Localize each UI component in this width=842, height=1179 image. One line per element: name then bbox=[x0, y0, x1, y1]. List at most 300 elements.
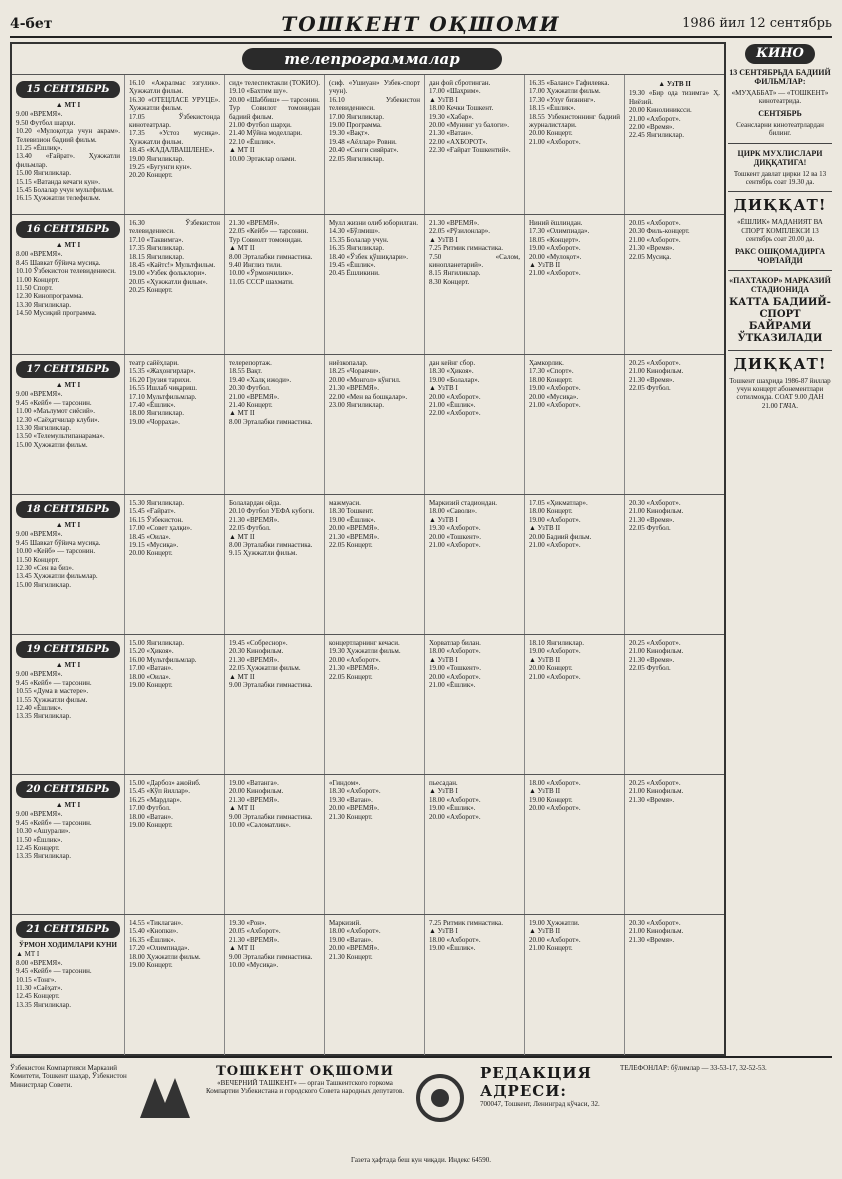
programme-line: 16.20 Грузия тарихи. bbox=[129, 375, 191, 384]
programme-line: 17.35 Янгиликлар. bbox=[129, 244, 185, 253]
programme-line: 21.00 «Ахборот». bbox=[529, 541, 581, 550]
programme-line: 9.00 «ВРЕМЯ». bbox=[16, 810, 63, 819]
tv-column bbox=[425, 775, 525, 915]
address-box bbox=[480, 1064, 610, 1160]
sidebar-heading: СЕНТЯБРЬ bbox=[758, 108, 802, 118]
tv-column bbox=[12, 915, 125, 1055]
programme-line: ▲ МТ II bbox=[229, 532, 255, 541]
programme-line: 18.40 «Ўзбек қўшиқлари». bbox=[329, 252, 408, 261]
sidebar-text: Сеансларни кинотеатрлардан билинг. bbox=[736, 120, 824, 138]
programme-line: 12.30 «Сен ва биз». bbox=[16, 564, 74, 573]
tv-column bbox=[225, 915, 325, 1055]
tv-day-section bbox=[12, 74, 724, 215]
programme-line: 8.00 Эрталабки гимнастика. bbox=[229, 417, 313, 426]
programme-line: 8.00 «ВРЕМЯ». bbox=[16, 958, 63, 967]
tv-column bbox=[525, 635, 625, 775]
tv-column bbox=[525, 915, 625, 1055]
programme-line: 20.00 Бадиий фильм. bbox=[529, 532, 592, 541]
kino-header: КИНО bbox=[745, 44, 815, 64]
sidebar-text: Тошкент давлат цирки 12 ва 13 сентябрь соат 19.30 да. bbox=[733, 169, 827, 187]
programme-line: 20.25 «Ахборот». bbox=[629, 639, 681, 647]
programme-line: 13.35 Янгиликлар. bbox=[16, 712, 72, 721]
channel-label: ▲ МТ I bbox=[55, 101, 81, 109]
programme-line: 20.30 Футбол. bbox=[229, 384, 271, 393]
programme-line: 18.30 Тошкент. bbox=[329, 507, 374, 516]
programme-line: концертларнинг кечаси. bbox=[329, 639, 400, 647]
tv-column bbox=[325, 915, 425, 1055]
programme-line: 18.00 Кечки Тошкент. bbox=[429, 104, 494, 113]
programme-line: 19.00 «Чорраха». bbox=[129, 417, 180, 426]
newspaper-emblem-icon bbox=[135, 1068, 195, 1128]
programme-line: 19.00 «Болалар». bbox=[429, 375, 480, 384]
festival-heading: КАТТА БАДИИЙ-СПОРТ БАЙРАМИ ЎТКАЗИЛАДИ bbox=[729, 296, 831, 344]
programme-line: 17.40 «Ёшлик». bbox=[129, 401, 176, 410]
sidebar-heading: 13 СЕНТЯБРЬДА БАДИИЙ ФИЛЬМЛАР: bbox=[729, 68, 831, 86]
tv-column bbox=[425, 635, 525, 775]
programme-line: 16.15 Ўзбекистон. bbox=[129, 515, 184, 524]
programme-line: Тур Совиолт томонидан. bbox=[229, 235, 303, 244]
programme-line: 20.05 «Ахборот». bbox=[629, 219, 681, 227]
programme-line: 20.00 «ВРЕМЯ». bbox=[329, 804, 379, 813]
tv-column bbox=[425, 915, 525, 1055]
programme-line: 20.45 Ёшликини. bbox=[329, 269, 380, 278]
programme-line: 18.15 Янгиликлар. bbox=[129, 252, 185, 261]
tv-column bbox=[225, 355, 325, 495]
programme-line: 17.20 «Олимпиада». bbox=[129, 944, 190, 953]
page-number: 4-бет bbox=[10, 16, 53, 32]
decorative-swirl-icon bbox=[410, 1068, 470, 1128]
programme-line: ▲ УзТВ II bbox=[529, 524, 561, 533]
programme-line: 10.10 Ўзбекистон телевидениеси. bbox=[16, 267, 116, 276]
programme-line: ▲ МТ II bbox=[229, 944, 255, 953]
divider bbox=[728, 270, 832, 271]
programme-line: 20.00 «Монгол» кўнгил. bbox=[329, 375, 401, 384]
programme-line: ▲ УзТВ II bbox=[529, 787, 561, 796]
programme-line: 19.00 Янгиликлар. bbox=[129, 154, 185, 163]
programme-line: 10.55 «Дума в мастере». bbox=[16, 687, 89, 696]
programme-line: 10.00 «Саломатлик». bbox=[229, 821, 291, 830]
programme-line: 19.30 «Вақт». bbox=[329, 129, 370, 138]
programme-line: 20.05 «Ахборот». bbox=[229, 927, 281, 936]
programme-line: 21.00 «Ёшлик». bbox=[429, 401, 476, 410]
programme-line: 18.00 Янгиликлар. bbox=[129, 409, 185, 418]
phones-text: ТЕЛЕФОНЛАР: бўлимлар — 33-53-17, 32-52-53. bbox=[620, 1064, 767, 1072]
tv-day-columns bbox=[12, 635, 724, 775]
programme-line: 16.35 «Ёшлик». bbox=[129, 935, 176, 944]
programme-line: ▲ МТ II bbox=[229, 409, 255, 418]
newspaper-title: ТОШКЕНТ ОҚШОМИ bbox=[281, 12, 561, 36]
programme-line: 20.00 «Ахборот». bbox=[429, 812, 481, 821]
programme-line: ▲ МТ I bbox=[16, 950, 40, 959]
programme-line: 20.20 Концерт. bbox=[129, 171, 173, 180]
day-date-badge: 20 СЕНТЯБРЬ bbox=[16, 781, 120, 798]
programme-line: 20.00 «Мунинг уз балоги». bbox=[429, 121, 510, 130]
programme-line: 21.30 «ВРЕМЯ». bbox=[229, 219, 279, 227]
tv-column bbox=[325, 775, 425, 915]
programme-line: 21.30 «Время». bbox=[629, 655, 675, 664]
notice-text: Тошкент шаҳрида 1986-87 йиллар учун концерт абонементлари сотилмоқда. СОАТ 9.00 ДАН 21.00 ГАЧА. bbox=[729, 376, 831, 410]
programme-line: 19.10 «Бахтим шу». bbox=[229, 87, 288, 96]
programme-line: 9.00 «ВРЕМЯ». bbox=[16, 670, 63, 679]
divider bbox=[728, 191, 832, 192]
programme-line: 19.00 Концерт. bbox=[529, 795, 573, 804]
programme-line: 17.00 Ҳужжатли фильм. bbox=[529, 87, 601, 96]
right-sidebar bbox=[728, 42, 832, 1052]
programme-line: 8.00 Эрталабки гимнастика. bbox=[229, 252, 313, 261]
programme-line: дан фой сбротинган. bbox=[429, 79, 491, 87]
programme-line: 10.20 «Мулоқотда учун акрам». Телевизион бадиий фильм. bbox=[16, 127, 120, 144]
programme-line: 18.45 «КАДАЛВАШЛЕНЕ». bbox=[129, 146, 215, 155]
programme-line: 10.00 «Ўрмончилик». bbox=[229, 269, 294, 278]
programme-line: 20.00 «Ахборот». bbox=[429, 672, 481, 681]
programme-line: 11.50 Концерт. bbox=[16, 555, 60, 564]
programme-line: 19.00 Ҳужжатли. bbox=[529, 919, 580, 927]
programme-line: 18.00 «Ахборот». bbox=[329, 927, 381, 936]
day-date-badge: 19 СЕНТЯБРЬ bbox=[16, 641, 120, 658]
programme-line: 22.05 Футбол. bbox=[629, 524, 671, 533]
programme-line: 9.45 «Кейб» — тарсонин. bbox=[16, 678, 92, 687]
tv-column bbox=[125, 75, 225, 215]
programme-line: 16.10 «Ажралмас эзгулик». Ҳужжатли фильм. bbox=[129, 79, 220, 96]
programme-line: 12.30 «Саёҳатчилар клуби». bbox=[16, 415, 100, 424]
programme-line: 20.00 «Мусиқа». bbox=[529, 392, 579, 401]
programme-line: 15.15 «Ватанда кечаги кун». bbox=[16, 177, 100, 186]
programme-line: 22.05 Концерт. bbox=[329, 541, 373, 550]
programme-line: 21.30 «ВРЕМЯ». bbox=[229, 935, 279, 944]
tv-column bbox=[425, 355, 525, 495]
programme-line: 18.05 «Концерт». bbox=[529, 235, 581, 244]
programme-line: 15.00 Янгиликлар. bbox=[16, 580, 72, 589]
tv-column bbox=[125, 635, 225, 775]
tv-column bbox=[125, 215, 225, 355]
programme-line: 18.30 «Ахборот». bbox=[329, 787, 381, 796]
programme-line: 11.25 «Ёшлиқ». bbox=[16, 144, 63, 153]
tv-column bbox=[325, 355, 425, 495]
notice-heading: ДИҚҚАТ! bbox=[733, 196, 827, 215]
tv-column bbox=[225, 75, 325, 215]
programme-line: 20.30 Филь-концерт. bbox=[629, 227, 690, 236]
programme-line: 19.45 «Ёшлик». bbox=[329, 261, 376, 270]
programme-line: телерепортаж. bbox=[229, 359, 272, 367]
programme-line: ▲ УзТВ II bbox=[529, 927, 561, 936]
programme-line: сид» телеспектакли (ТОКИО). bbox=[229, 79, 320, 87]
tv-column bbox=[525, 75, 625, 215]
programme-line: 18.00 «Ахборот». bbox=[429, 935, 481, 944]
sidebar-heading: ЦИРК МУХЛИСЛАРИ ДИҚҚАТИГА! bbox=[737, 148, 823, 167]
programme-line: 8.00 «ВРЕМЯ». bbox=[16, 250, 63, 259]
programme-line: 22.10 «Ёшлик». bbox=[229, 137, 276, 146]
programme-line: 8.30 Концерт. bbox=[429, 277, 470, 286]
programme-line: 19.15 «Мусиқа». bbox=[129, 541, 179, 550]
programme-line: 17.30 «Улуғ бизнинг». bbox=[529, 95, 596, 104]
programme-line: 18.30 «Ҳикоя». bbox=[429, 367, 474, 376]
programme-line: Ҳамкорлик. bbox=[529, 359, 564, 367]
programme-line: 20.00 Концерт. bbox=[529, 129, 573, 138]
programme-line: 7.25 Ритмик гимнастика. bbox=[429, 919, 503, 927]
programme-line: 18.45 «Оила». bbox=[129, 532, 171, 541]
programme-line: 15.35 «Жаҳонгирлар». bbox=[129, 367, 196, 376]
programme-line: 13.35 Янгиликлар. bbox=[16, 1000, 72, 1009]
programme-line: 18.55 Узбекистоннинг бадиий журналистлари. bbox=[529, 112, 620, 130]
programme-line: 20.00 «ВРЕМЯ». bbox=[329, 944, 379, 953]
programme-line: 16.30 Ўзбекистон телевидениеси. bbox=[129, 219, 220, 236]
programme-line: 15.00 «Дарбоз» ажойиб. bbox=[129, 779, 201, 787]
programme-line: 9.45 «Кейб» — тарсонин. bbox=[16, 398, 92, 407]
programme-line: 16.30 «ОТЕЦЛАСЕ УРУЦЕ». Хужжатли фильм. bbox=[129, 95, 220, 113]
programme-line: 7.50 «Салом, кинопланетарий». bbox=[429, 252, 520, 270]
programme-line: 12.45 Концерт. bbox=[16, 992, 60, 1001]
programme-line: 19.00 «Ёшлик». bbox=[429, 944, 476, 953]
programme-line: ▲ УзТВ I bbox=[429, 655, 458, 664]
divider bbox=[728, 143, 832, 144]
programme-line: 9.15 Ҳужжатли фильм. bbox=[229, 549, 298, 558]
programme-line: 21.30 «ВРЕМЯ». bbox=[329, 532, 379, 541]
programme-line: 8.00 Эрталабки гимнастика. bbox=[229, 541, 313, 550]
programme-line: ▲ УзТВ I bbox=[429, 515, 458, 524]
channel-label: ▲ МТ I bbox=[55, 381, 81, 389]
programme-line: 19.48 «Аёллар» Ровни. bbox=[329, 137, 397, 146]
programme-line: 20.30 «Ахборот». bbox=[629, 499, 681, 507]
programme-line: 20.00 Концерт. bbox=[129, 549, 173, 558]
footer-masthead-box bbox=[205, 1064, 405, 1160]
tv-column bbox=[225, 635, 325, 775]
programme-line: 18.45 «Кайтс!» Мультфильм. bbox=[129, 261, 216, 270]
programme-line: 19.00 «Ёшлик». bbox=[329, 515, 376, 524]
programme-line: ▲ МТ II bbox=[229, 804, 255, 813]
programme-line: ▲ МТ II bbox=[229, 146, 255, 155]
programme-line: 18.00 Концерт. bbox=[529, 375, 573, 384]
programme-line: 20.40 «Сенги сияйрат». bbox=[329, 146, 399, 155]
programme-line: 21.30 «ВРЕМЯ». bbox=[229, 515, 279, 524]
divider bbox=[728, 350, 832, 351]
programme-line: 19.00 «Узбек фольклори». bbox=[129, 269, 207, 278]
programme-line: 8.15 Янгиликлар. bbox=[429, 269, 481, 278]
programme-line: 19.00 «Ахборот». bbox=[529, 647, 581, 656]
programme-line: Бoлалардан ойда. bbox=[229, 499, 282, 507]
programme-line: 21.30 «Время». bbox=[629, 244, 675, 253]
programme-line: 18.00 Ҳужжатли фильм. bbox=[129, 952, 201, 961]
tv-column bbox=[625, 215, 724, 355]
programme-line: Ниний ёшлиндан. bbox=[529, 219, 583, 227]
day-date-badge: 15 СЕНТЯБРЬ bbox=[16, 81, 120, 98]
tv-column bbox=[625, 75, 724, 215]
programme-line: 22.45 Янгиликлар. bbox=[629, 131, 685, 140]
programme-line: 18.10 Янгиликлар. bbox=[529, 639, 585, 647]
programme-line: 22.05 Футбол. bbox=[229, 524, 271, 533]
programme-line: 20.00 Кинолиниксси. bbox=[629, 106, 692, 115]
programme-line: 16.10 Узбекистон телевидениеси. bbox=[329, 95, 420, 113]
programme-line: 17.00 «Шаҳрим». bbox=[429, 87, 481, 96]
programme-line: 15.30 Янгиликлар. bbox=[129, 499, 185, 507]
programme-line: ▲ УзТВ I bbox=[429, 927, 458, 936]
tv-column bbox=[225, 775, 325, 915]
tv-day-columns bbox=[12, 915, 724, 1055]
programme-line: дан кейнг сбор. bbox=[429, 359, 476, 367]
programme-line: 19.00 «Ватан». bbox=[329, 935, 373, 944]
programme-line: 20.30 Кинофильм. bbox=[229, 647, 284, 656]
programme-line: 21.40 Концерт. bbox=[229, 401, 273, 410]
programme-line: 19.30 Ҳужжатли фильм. bbox=[329, 647, 401, 656]
programme-line: 15.45 Болалар учун мультфильм. bbox=[16, 186, 114, 195]
programme-line: (сиф. «Ушиуан» Узбек-спорт учун). bbox=[329, 79, 420, 96]
programme-line: 20.00 «Мулоқот». bbox=[529, 252, 582, 261]
channel-label: ▲ МТ I bbox=[55, 241, 81, 249]
tv-day-section bbox=[12, 914, 724, 1055]
programme-line: 22.05 Мусиқа. bbox=[629, 252, 672, 261]
day-date-badge: 21 СЕНТЯБРЬ bbox=[16, 921, 120, 938]
programme-line: ▲ УзТВ II bbox=[529, 655, 561, 664]
programme-line: 16.35 Янгиликлар. bbox=[329, 244, 385, 253]
footer-subtitle: «ВЕЧЕРНИЙ ТАШКЕНТ» — орган Ташкентского горкома Компартии Узбекистана и городского Совета народных депутатов. bbox=[205, 1079, 405, 1096]
programme-line: Хорватлар билан. bbox=[429, 639, 481, 647]
tv-column bbox=[425, 215, 525, 355]
programme-line: 11.50 «Ёшлик». bbox=[16, 835, 63, 844]
tv-column bbox=[525, 215, 625, 355]
tv-column bbox=[525, 495, 625, 635]
programme-line: 21.00 «Ахборот». bbox=[629, 114, 681, 123]
programme-line: Тур Совилот томонидан бадиий фильм. bbox=[229, 104, 320, 121]
programme-line: 18.00 «Ахборот». bbox=[429, 795, 481, 804]
tv-column bbox=[225, 495, 325, 635]
tv-column bbox=[125, 495, 225, 635]
programme-line: 21.00 «Ёшлик». bbox=[429, 681, 476, 690]
stadium-heading: «ПАХТАКОР» МАРКАЗИЙ СТАДИОНИДА bbox=[729, 275, 831, 294]
sidebar-text: «МУҲАББАТ» — «ТОШКЕНТ» кинотеатрида. bbox=[731, 89, 829, 106]
programme-line: 21.30 Концерт. bbox=[329, 812, 373, 821]
tv-programme-block bbox=[10, 42, 726, 1056]
programme-line: 20.00 «Шаббиш» — тарсонин. bbox=[229, 95, 320, 104]
programme-line: 20.00 Кинофильм. bbox=[229, 787, 284, 796]
tv-column bbox=[12, 495, 125, 635]
programme-line: 20.00 «Ахборот». bbox=[329, 655, 381, 664]
programme-line: 21.30 «Ватан». bbox=[429, 129, 473, 138]
programme-line: Маркизий стадиондан. bbox=[429, 499, 498, 507]
programme-line: ▲ УзТВ I bbox=[429, 384, 458, 393]
notice-text: «ЁШЛИК» МАДАНИЯТ ВА СПОРТ КОМПЛЕКСИ 13 сентябрь соат 20.00 да. bbox=[737, 218, 823, 244]
tv-column bbox=[525, 775, 625, 915]
programme-line: 18.00 «Ватан». bbox=[129, 812, 173, 821]
programme-line: «Гиндом». bbox=[329, 779, 361, 787]
programme-line: ▲ МТ II bbox=[229, 672, 255, 681]
programme-line: 22.05 «Рўзилонлар». bbox=[429, 227, 490, 236]
programme-line: 20.05 «Ҳужжатли фильм». bbox=[129, 277, 208, 286]
programme-line: 20.25 Концерт. bbox=[129, 286, 173, 295]
tv-column bbox=[625, 775, 724, 915]
programme-line: 15.45 «Ғайрат». bbox=[129, 507, 176, 516]
channel-label: ▲ УзТВ II bbox=[658, 80, 691, 88]
programme-line: 19.00 Концерт. bbox=[129, 681, 173, 690]
programme-line: 9.40 Инглиз тили. bbox=[229, 261, 282, 270]
programme-line: 10.30 «Ашурали». bbox=[16, 827, 71, 836]
tv-day-columns bbox=[12, 775, 724, 915]
tv-column bbox=[225, 215, 325, 355]
programme-line: 21.30 «ВРЕМЯ». bbox=[429, 219, 479, 227]
programme-line: 21.00 «Ахборот». bbox=[429, 541, 481, 550]
tv-column bbox=[625, 635, 724, 775]
address-label: РЕДАКЦИЯ АДРЕСИ: bbox=[480, 1064, 592, 1100]
programme-line: 17.05 Ўзбекистонда кинотеатрлар. bbox=[129, 112, 220, 130]
programme-line: 16.00 Мультфильмлар. bbox=[129, 655, 197, 664]
tv-programme-header: телепрограммалар bbox=[242, 48, 502, 70]
programme-line: 7.25 Ритмик гимнастика. bbox=[429, 244, 503, 253]
programme-line: 12.40 «Ёшлик». bbox=[16, 704, 63, 713]
programme-line: театр сайёҳлари. bbox=[129, 359, 179, 367]
programme-line: 16.35 «Баланс» Гафилевка. bbox=[529, 79, 610, 87]
programme-line: 17.30 «Олимпиада». bbox=[529, 227, 590, 236]
programme-line: 20.25 «Ахборот». bbox=[629, 359, 681, 367]
tv-day-section bbox=[12, 354, 724, 495]
programme-line: 21.00 Футбол шарҳи. bbox=[229, 121, 292, 130]
programme-line: ▲ УзТВ I bbox=[429, 235, 458, 244]
tv-column bbox=[525, 355, 625, 495]
programme-line: 19.00 «Ахборот». bbox=[529, 384, 581, 393]
programme-line: 16.25 «Мардлар». bbox=[129, 795, 182, 804]
programme-line: 16.15 Ҳужжатли телефильм. bbox=[16, 194, 101, 203]
programme-line: 20.00 Концерт. bbox=[529, 664, 573, 673]
tv-day-section bbox=[12, 634, 724, 775]
programme-line: 21.00 «Ахборот». bbox=[529, 137, 581, 146]
programme-line: 21.40 Мўйна моделлари. bbox=[229, 129, 303, 138]
programme-line: 19.00 «Ахборот». bbox=[529, 244, 581, 253]
programme-line: 11.55 Ҳужжатли фильм. bbox=[16, 695, 88, 704]
programme-line: 18.00 «Оила». bbox=[129, 672, 171, 681]
tv-column bbox=[625, 915, 724, 1055]
programme-line: 13.50 «Телемультипанарама». bbox=[16, 432, 105, 441]
programme-line: 15.00 Ҳужжатли фильм. bbox=[16, 440, 88, 449]
programme-line: 22.00 «АХБОРОТ». bbox=[429, 137, 488, 146]
programme-line: 21.00 «Ахборот». bbox=[629, 235, 681, 244]
footer bbox=[10, 1056, 832, 1166]
programme-line: 22.05 Футбол. bbox=[629, 664, 671, 673]
tv-day-columns bbox=[12, 355, 724, 495]
programme-line: 11.05 СССР шахмати. bbox=[229, 277, 294, 286]
tv-day-section bbox=[12, 214, 724, 355]
programme-line: пьесадан. bbox=[429, 779, 458, 787]
programme-line: 17.00 «Совет ҳалқи». bbox=[129, 524, 192, 533]
programme-line: 21.30 «Время». bbox=[629, 375, 675, 384]
programme-line: 11.00 «Маълумот сиёсий». bbox=[16, 407, 96, 416]
programme-line: 20.30 «Ахборот». bbox=[629, 919, 681, 927]
tv-column bbox=[12, 635, 125, 775]
programme-line: 19.45 «Собреснор». bbox=[229, 639, 288, 647]
programme-line: 17.10 Мультфильмлар. bbox=[129, 392, 197, 401]
programme-line: 9.50 Футбол шарҳи. bbox=[16, 118, 76, 127]
programme-line: 8.45 Шавкат бўйича мусиқа. bbox=[16, 258, 101, 267]
day-date-badge: 17 СЕНТЯБРЬ bbox=[16, 361, 120, 378]
programme-line: 15.35 Болалар учун. bbox=[329, 235, 389, 244]
programme-line: 19.30 «Рон». bbox=[229, 919, 267, 927]
programme-line: 19.25 «Бугунги кун». bbox=[129, 163, 192, 172]
programme-line: 21.30 «ВРЕМЯ». bbox=[329, 664, 379, 673]
programme-line: 22.05 Ҳужжатли фильм. bbox=[229, 664, 301, 673]
programme-line: 21.00 Кинофильм. bbox=[629, 367, 684, 376]
programme-line: 19.30 «Ахборот». bbox=[429, 524, 481, 533]
programme-line: 21.30 «Время». bbox=[629, 795, 675, 804]
tv-column bbox=[625, 495, 724, 635]
programme-line: 10.00 «Кейб» — тарсонин. bbox=[16, 547, 96, 556]
programme-line: ниёзкопалар. bbox=[329, 359, 368, 367]
programme-line: 21.00 «Ахборот». bbox=[529, 269, 581, 278]
programme-line: 22.30 «Ғайрат Тошкентий». bbox=[429, 146, 511, 155]
programme-line: Мулл жизни олиб юборилган. bbox=[329, 219, 419, 227]
programme-line: 19.00 Программа. bbox=[329, 121, 382, 130]
programme-line: 21.30 «Время». bbox=[629, 515, 675, 524]
programme-line: 17.05 «Ҳикматлар». bbox=[529, 499, 588, 507]
programme-line: 17.00 Футбол. bbox=[129, 804, 171, 813]
programme-line: 18.15 «Ёшлик». bbox=[529, 104, 576, 113]
tv-column bbox=[325, 215, 425, 355]
programme-line: Маркизий. bbox=[329, 919, 361, 927]
